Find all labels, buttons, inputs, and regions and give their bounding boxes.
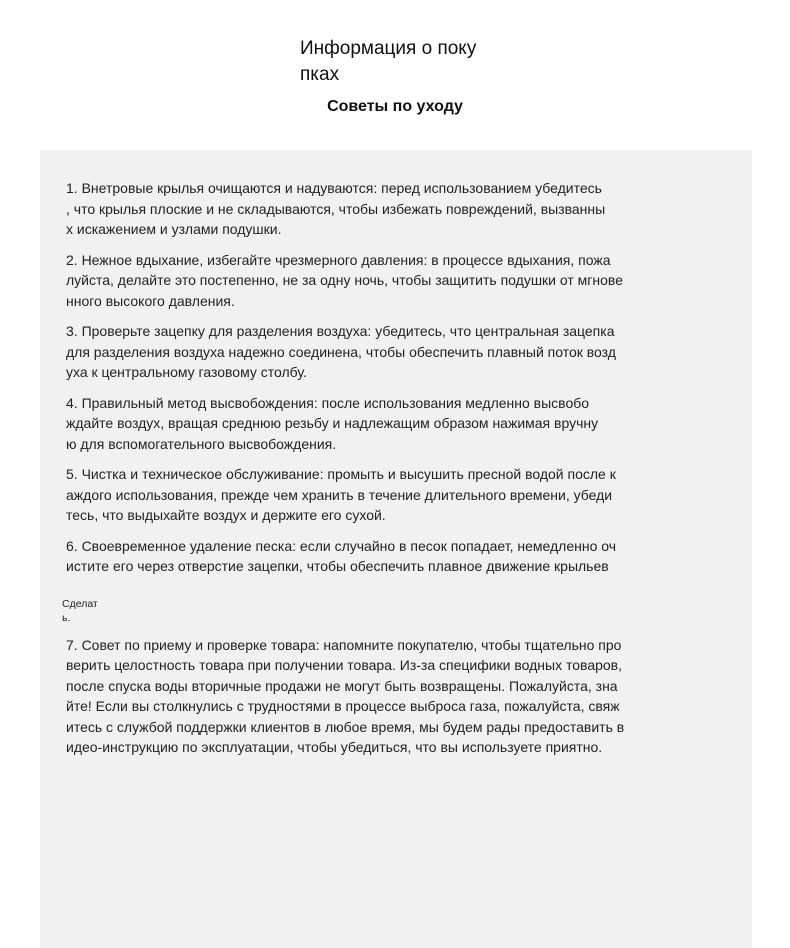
- tip-item-7: 7. Совет по приему и проверке товара: напомните покупателю, чтобы тщательно про верить целостность товара при получении товара. Из-за специфики водных товаров, после спуска воды вторичные продажи не могут быть возвращены. Пожалуйста, зна йте! Если вы столкнулись с трудностями в процессе выброса газа, пожалуйста, свяж итесь с службой поддержки клиентов в любое время, мы будем рады предоставить в идео-инструкцию по эксплуатации, чтобы убедиться, что вы используете приятно.: [66, 636, 625, 755]
- tip-item-6: 6. Своевременное удаление песка: если случайно в песок попадает, немедленно оч истите его через отверстие зацепки, чтобы обеспечить плавное движение крыльев: [66, 537, 617, 574]
- tip-item-4: 4. Правильный метод высвобождения: после использования медленно высвобо ждайте воздух, вращая среднюю резьбу и надлежащим образом нажимая вручну ю для вспомогательного высвобождения.: [66, 394, 599, 452]
- section-title: Советы по уходу: [327, 98, 463, 115]
- side-note: Сделат ь.: [62, 597, 98, 624]
- page-title: Информация о поку пках: [300, 38, 477, 85]
- tip-item-1: 1. Внетровые крылья очищаются и надуваются: перед использованием убедитесь , что крылья плоские и не складываются, чтобы избежать повреждений, вызванны х искажением и узлами подушки.: [66, 180, 606, 237]
- tip-item-2: 2. Нежное вдыхание, избегайте чрезмерного давления: в процессе вдыхания, пожа луйста, делайте это постепенно, не за одну ночь, чтобы защитить подушки от мгнове нного высокого давления.: [66, 251, 623, 309]
- care-tips-panel: [40, 150, 752, 948]
- tip-item-3: 3. Проверьте зацепку для разделения воздуха: убедитесь, что центральная зацепка для разделения воздуха надежно соединена, чтобы обеспечить плавный поток возд уха к центральному газовому столбу.: [66, 323, 616, 380]
- care-tips-list: [62, 178, 706, 768]
- tip-item-5: 5. Чистка и техническое обслуживание: промыть и высушить пресной водой после к аждого использования, прежде чем хранить в течение длительного времени, убеди тесь, что выдыхайте воздух и держите его сухой.: [66, 466, 616, 523]
